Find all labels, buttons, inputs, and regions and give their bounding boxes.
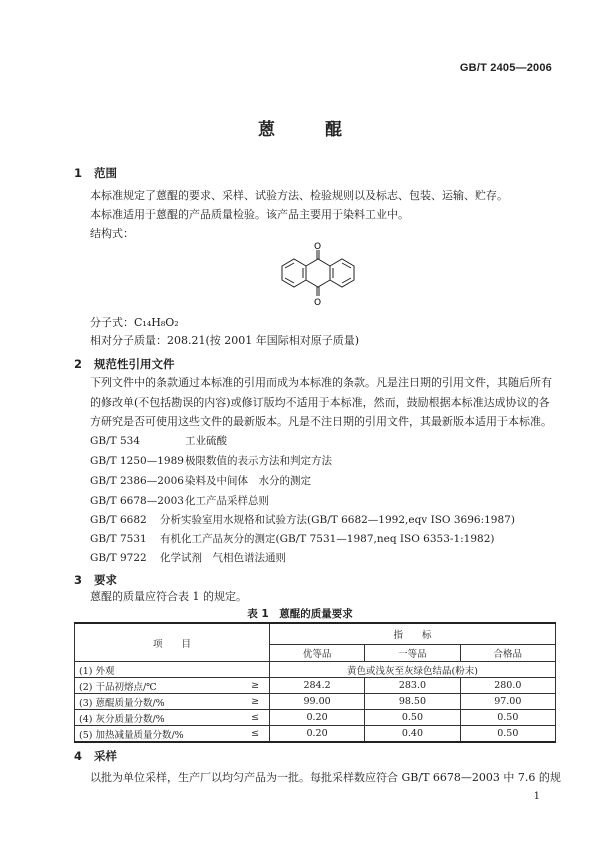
structure-label: 结构式： [90, 227, 134, 240]
reference-title: 染料及中间体 水分的测定 [185, 475, 311, 487]
section-title: 规范性引用文件 [94, 357, 175, 371]
row-value: 0.50 [460, 726, 555, 743]
grade-header: 一等品 [365, 645, 460, 662]
table-row [75, 710, 556, 726]
scope-line-2: 本标准适用于蒽醌的产品质量检验。该产品主要用于染料工业中。 [90, 208, 409, 221]
row-item: (5) 加热减量质量分数/% [75, 726, 242, 743]
section-1-heading [74, 165, 117, 181]
row-item: (2) 干品初熔点/℃ [75, 678, 242, 694]
row-value: 284.2 [269, 678, 364, 694]
table-row [75, 678, 556, 694]
reference-title: 极限数值的表示方法和判定方法 [185, 455, 332, 467]
row-value: 98.50 [365, 694, 460, 710]
anthraquinone-structure [272, 242, 364, 312]
reference-code: GB/T 7531 [90, 533, 147, 545]
grade-header: 优等品 [269, 645, 364, 662]
row-value-span: 黄色或浅灰至灰绿色结晶(粉末) [269, 662, 555, 678]
section-number: 3 [74, 573, 83, 587]
reference-item [90, 531, 495, 546]
reference-title: 化学试剂 气相色谱法通则 [160, 552, 286, 564]
row-symbol [241, 662, 269, 678]
molecular-formula: 分子式：C₁₄H₈O₂ [90, 316, 179, 329]
oxygen-top-label: O [314, 242, 322, 252]
reference-code: GB/T 2386—2006 [90, 475, 184, 487]
section-title: 要求 [94, 573, 117, 587]
reference-code: GB/T 6682 [90, 514, 147, 526]
oxygen-bottom-label: O [314, 298, 322, 308]
column-header-item: 项 目 [75, 623, 270, 662]
reference-code: GB/T 534 [90, 435, 141, 447]
page-title: 蒽 醌 [258, 120, 364, 140]
reference-title: 化工产品采样总则 [185, 495, 269, 507]
requirement-line: 蒽醌的质量应符合表 1 的规定。 [90, 590, 247, 603]
row-value: 283.0 [365, 678, 460, 694]
standard-code: GB/T 2405—2006 [459, 62, 552, 74]
reference-title: 有机化工产品灰分的测定(GB/T 7531—1987,neq ISO 6353-1:1982) [160, 533, 495, 545]
row-symbol: ≤ [241, 726, 269, 743]
row-item: (4) 灰分质量分数/% [75, 710, 242, 726]
row-value: 0.20 [269, 710, 364, 726]
reference-code: GB/T 6678—2003 [90, 495, 184, 507]
scope-line-1: 本标准规定了蒽醌的要求、采样、试验方法、检验规则以及标志、包装、运输、贮存。 [90, 189, 508, 202]
row-value: 280.0 [460, 678, 555, 694]
molecular-mass: 相对分子质量：208.21(按 2001 年国际相对原子质量) [90, 334, 360, 347]
section-4-heading [74, 748, 117, 764]
section-3-heading [74, 572, 117, 588]
section-2-heading [74, 356, 175, 372]
reference-item [90, 433, 227, 448]
row-symbol: ≥ [241, 678, 269, 694]
table-row [75, 662, 556, 678]
reference-item [90, 550, 286, 565]
row-symbol: ≥ [241, 694, 269, 710]
section-number: 1 [74, 166, 83, 180]
section-number: 4 [74, 749, 83, 763]
quality-table [74, 622, 556, 743]
sampling-line: 以批为单位采样，生产厂以均匀产品为一批。每批采样数应符合 GB/T 6678—2003 中 7.6 的规 [90, 771, 561, 784]
reference-item [90, 512, 515, 527]
references-intro: 下列文件中的条款通过本标准的引用而成为本标准的条款。凡是注日期的引用文件，其随后所有的修改单(不包括勘误的内容)或修订版均不适用于本标准，然而，鼓励根据本标准达成协议的各方研究是否可使用这些文件的最新版本。凡是不注日期的引用文件，其最新版本适用于本标准。 [90, 376, 552, 428]
page-number: 1 [533, 791, 540, 802]
section-number: 2 [74, 357, 83, 371]
reference-code: GB/T 1250—1989 [90, 455, 184, 467]
section-title: 采样 [94, 749, 117, 763]
row-value: 97.00 [460, 694, 555, 710]
row-item: (3) 蒽醌质量分数/% [75, 694, 242, 710]
reference-title: 分析实验室用水规格和试验方法(GB/T 6682—1992,eqv ISO 3696:1987) [160, 514, 515, 526]
reference-item [90, 473, 311, 488]
table-caption: 表 1 蒽醌的质量要求 [247, 608, 353, 620]
grade-header: 合格品 [460, 645, 555, 662]
row-value: 99.00 [269, 694, 364, 710]
row-value: 0.50 [460, 710, 555, 726]
row-value: 0.50 [365, 710, 460, 726]
reference-item [90, 493, 269, 508]
table-row [75, 726, 556, 743]
row-value: 0.20 [269, 726, 364, 743]
reference-code: GB/T 9722 [90, 552, 147, 564]
row-value: 0.40 [365, 726, 460, 743]
column-header-index: 指 标 [269, 623, 555, 645]
section-title: 范围 [94, 166, 117, 180]
table-row [75, 694, 556, 710]
reference-title: 工业硫酸 [185, 435, 227, 447]
reference-item [90, 453, 332, 468]
row-item: (1) 外观 [75, 662, 242, 678]
row-symbol: ≤ [241, 710, 269, 726]
